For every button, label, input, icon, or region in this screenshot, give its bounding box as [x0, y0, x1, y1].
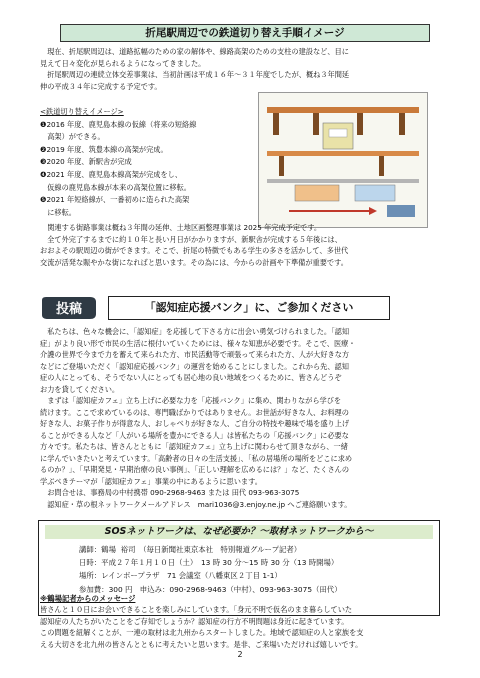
- legend-block: [387, 205, 415, 217]
- section1-intro: [40, 46, 440, 92]
- section2-paragraph-1: 私たちは、色々な機会に、「認知症」を応援して下さる方に出会い勇気づけられました。「認知 症」がより良い形で市民の生活に根付いていくためには、様々な知恵が必要です。そこで、医療・ 介護の世界で今まで力を蓄えて来られた方、市民活動等で頑張って来られた方、人が大好きな方 などにご登場いただく「認知症応援バンク」の運営を始めることにしました。これから先、認知 症の人にとっても、そうでない人にとっても居心地の良い地域をつくるために、皆さんどうぞ お力を貸してください。: [40, 327, 356, 394]
- temporary-station: [295, 185, 339, 201]
- cutover-step: ❸2020 年度、新駅舎が完成: [40, 157, 132, 167]
- section1-title: 折尾駅周辺での鉄道切り替え手順イメージ: [60, 24, 430, 42]
- pillar: [273, 113, 279, 135]
- event-datetime: 日時：平成２７年１月１０日（土） 13 時 30 分～15 時 30 分（13 時開場）: [79, 558, 339, 568]
- post-tag-label: 投稿: [55, 302, 83, 317]
- section1-paragraph-3: 関連する街路事業は概ね３年間の延伸、土地区画整理事業は 2025 年完成予定です。 全て外完了するまでに約１０年と長い月日がかかりますが、新駅舎が完成する５年後には、 おおよその駅周辺の街ができます。そこで、折尾の特徴でもある学生の多さを活かして、多世代 交流が活発な賑やかな街になればと思います。その為には、今からの計画や下準備が重要です。: [40, 223, 349, 267]
- section1-paragraph-2: 折尾駅周辺の連続立体交差事業は、当初計画は平成１６年～３１年度でしたが、概ね３年間延 伸の平成３４年に完成する予定です。: [40, 70, 350, 91]
- cutover-step: ❷2019 年度、筑豊本線の高架が完成。: [40, 144, 168, 154]
- rail-cutover-illustration: [259, 93, 427, 227]
- cutover-step: ❺2021 年短絡線が、一番初めに造られた高架 に移転。: [40, 195, 190, 217]
- speaker-message-heading: ※鶴場記者からのメッセージ: [40, 594, 136, 603]
- elevated-track-middle: [267, 151, 419, 156]
- cutover-step: ❶2016 年度、鹿児島本線の仮線（将来の短絡線 高架）ができる。: [40, 119, 197, 142]
- pillar: [313, 113, 319, 135]
- section1-outro: [40, 222, 440, 268]
- rail-cutover-diagram: [258, 92, 428, 228]
- cutover-step: ❹2021 年度、鹿児島本線高架が完成をし、 仮線の鹿児島本線が本来の高架位置に移転。: [40, 169, 191, 192]
- section2-paragraph-2: まずは「認知症カフェ」立ち上げに必要な力を「応援バンク」に集め、関わりながら学びを 続けます。ここで求めているのは、専門職ばかりではありません。お世話が好きな人、お料理の 好きな人、お菓子作りが得意な人、おしゃべりが好きな人、ご自分の特技や趣味で場を盛り上げ ることができる人など「人がいる場所を豊かにできる人」は皆私たちの「応援バンク」に必要な 方々です。私たちは、皆さんとともに「認知症カフェ」立ち上げに関わらせて頂きながら、一緒 に学んでいきたいと考えています。「高齢者の日々の生活支援」、「私の居場所の場所をどこに求め るのか？」、「早期発見・早期治療の良い事例」、「正しい理解を広めるには？」など、たくさんの 学ぶべきテーマが「認知症カフェ」事業の中にあるように思います。: [40, 396, 353, 486]
- new-station: [355, 185, 395, 201]
- event-venue: 場所：レインボープラザ 71 会議室（八幡東区２丁目 1-1）: [79, 571, 282, 581]
- event-details: [79, 543, 419, 596]
- event-speaker: 講師：鶴場 裕司 （毎日新聞社東京本社 特別報道グループ記者）: [79, 545, 302, 554]
- contact-email: 認知症・草の根ネットワークメールアドレス mari1036@3.enjoy.ne.jp へご連絡願います。: [40, 499, 352, 509]
- contact-phone: お問合せは、事務局の中村携帯 090-2968-9463 または 田代 093-963-3075: [40, 488, 300, 497]
- event-title: SOSネットワークは、なぜ必要か？～取材ネットワークから～: [45, 525, 433, 539]
- transfer-arrow-head: [369, 207, 377, 215]
- station-window: [329, 129, 347, 137]
- pillar: [279, 156, 284, 176]
- section2-title: 「認知症応援バンク」に、ご参加ください: [108, 296, 390, 320]
- section1-paragraph-1: 現在、折尾駅周辺は、道路拡幅のための家の解体や、線路高架のための支柱の建設など、目に 見えて日々変化が見られるようになってきました。: [40, 47, 349, 68]
- pillar: [379, 156, 384, 176]
- post-tag-badge: [40, 296, 98, 320]
- speaker-message: [40, 593, 440, 650]
- elevated-track-upper: [267, 107, 419, 113]
- section2-body: [40, 326, 440, 510]
- page-number: 2: [237, 650, 243, 659]
- pillar: [357, 113, 363, 135]
- speaker-message-text: 皆さんと１０日にお会いできることを楽しみにしています。「身元不明で仮名のまま暮らしていた 認知症の人たちがいたことをご存知でしょうか？認知症の行方不明問題は身近に起きています。 この問題を紐解くことが、一連の取材は北九州からスタートしました。地域で認知症の人と家族を支 える大切さを北九州の皆さんとともに考えたいと思います。是非、ご来場いただければ嬉しいです。: [40, 605, 364, 649]
- pillar: [399, 113, 405, 135]
- ground-track: [267, 179, 419, 183]
- event-fee-contact: 参加費：300 円 申込み：090-2968-9463（中村）、093-963-3075（田代）: [79, 584, 342, 594]
- cutover-heading: <鉄道切り替えイメージ>: [40, 107, 124, 116]
- cutover-list: [40, 106, 260, 219]
